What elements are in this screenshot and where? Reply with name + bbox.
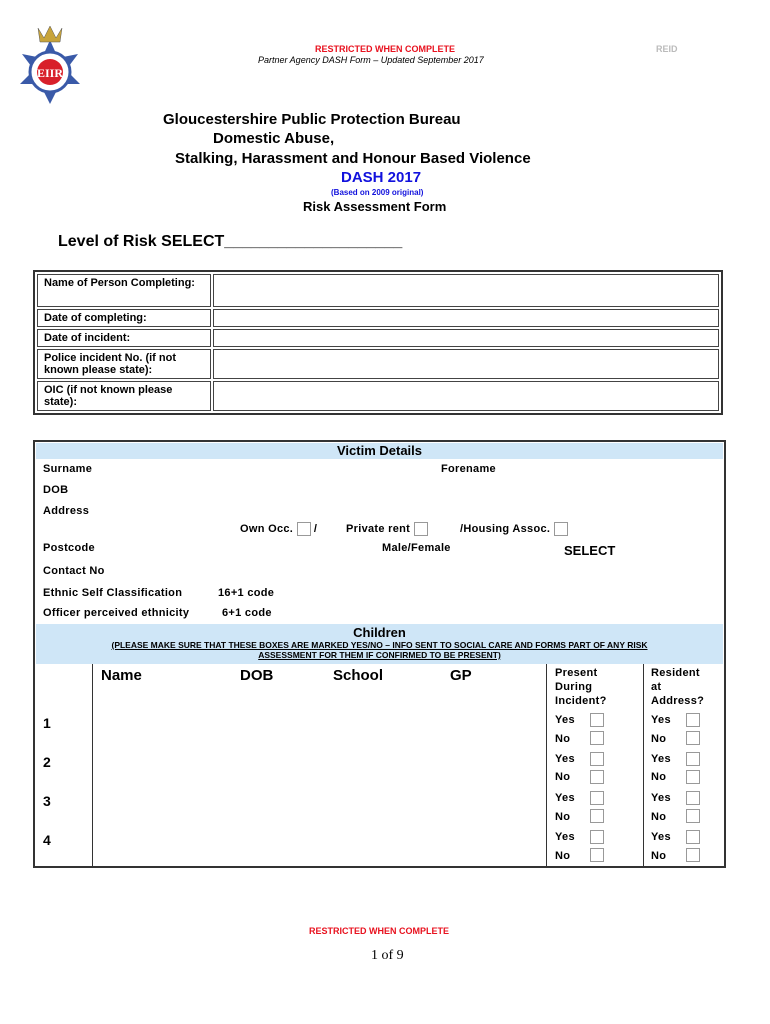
footer-restricted: RESTRICTED WHEN COMPLETE [309, 926, 450, 936]
header-restricted: RESTRICTED WHEN COMPLETE [315, 44, 456, 54]
children-title: Children [353, 625, 406, 640]
resident-no-label: No [651, 771, 667, 783]
resident-no-checkbox[interactable] [686, 848, 700, 862]
header-subtitle: Partner Agency DASH Form – Updated September 2017 [258, 55, 484, 65]
surname-label: Surname [43, 463, 93, 475]
info-label: OIC (if not known please state): [37, 381, 211, 411]
housing-assoc-label [460, 522, 568, 536]
present-yes-checkbox[interactable] [590, 830, 604, 844]
title-based-on: (Based on 2009 original) [331, 188, 424, 197]
children-grid-left [92, 664, 93, 867]
private-rent-text: Private rent [346, 522, 411, 535]
info-table [33, 270, 723, 415]
present-no-checkbox[interactable] [590, 809, 604, 823]
contact-label: Contact No [43, 565, 105, 577]
reid-label: REID [656, 44, 678, 54]
col-present-header: Present During Incident? [555, 667, 607, 707]
info-label: Police incident No. (if not known please state): [37, 349, 211, 379]
victim-title: Victim Details [336, 443, 423, 458]
col-school-header: School [333, 667, 384, 684]
address-label: Address [43, 505, 90, 517]
ethnic-label: Ethnic Self Classification [43, 587, 183, 599]
present-yes-checkbox[interactable] [590, 752, 604, 766]
col-name-header: Name [101, 667, 142, 684]
forename-label: Forename [441, 463, 496, 475]
resident-yes-checkbox[interactable] [686, 830, 700, 844]
present-no-label: No [555, 733, 571, 745]
title-risk-form: Risk Assessment Form [303, 199, 447, 214]
present-yes-checkbox[interactable] [590, 713, 604, 727]
crest-cipher: EIIR [36, 66, 64, 80]
dob-label: DOB [43, 484, 69, 496]
present-yes-label: Yes [555, 792, 575, 804]
present-no-checkbox[interactable] [590, 848, 604, 862]
title-bureau: Gloucestershire Public Protection Bureau [163, 111, 461, 128]
present-no-checkbox[interactable] [590, 731, 604, 745]
resident-yes-label: Yes [651, 792, 671, 804]
resident-no-checkbox[interactable] [686, 770, 700, 784]
children-notice-1: (PLEASE MAKE SURE THAT THESE BOXES ARE MARKED YES/NO – INFO SENT TO SOCIAL CARE AND FORMS PART OF ANY RISK [111, 640, 648, 650]
resident-no-label: No [651, 850, 667, 862]
info-label: Date of incident: [37, 329, 211, 347]
children-grid-present [546, 664, 547, 867]
col-dob-header: DOB [240, 667, 274, 684]
resident-yes-checkbox[interactable] [686, 791, 700, 805]
title-domestic-abuse: Domestic Abuse, [213, 130, 335, 147]
info-label: Date of completing: [37, 309, 211, 327]
officer-ethnicity-code[interactable]: 6+1 code [222, 607, 272, 619]
own-occ-checkbox[interactable] [297, 522, 311, 536]
info-value-field[interactable] [213, 349, 719, 379]
housing-assoc-checkbox[interactable] [554, 522, 568, 536]
info-value-field[interactable] [213, 381, 719, 411]
gender-select[interactable]: SELECT [564, 543, 616, 558]
resident-yes-label: Yes [651, 753, 671, 765]
officer-ethnicity-label: Officer perceived ethnicity [43, 607, 190, 619]
private-rent-checkbox[interactable] [414, 522, 428, 536]
police-crest-logo [10, 22, 90, 112]
present-yes-label: Yes [555, 753, 575, 765]
present-yes-checkbox[interactable] [590, 791, 604, 805]
title-stalking: Stalking, Harassment and Honour Based Violence [175, 150, 531, 167]
col-gp-header: GP [450, 667, 472, 684]
own-occ-slash: / [313, 522, 318, 535]
col-resident-header: Resident at Address? [651, 667, 705, 707]
present-no-label: No [555, 811, 571, 823]
info-value-field[interactable] [213, 274, 719, 307]
info-value-field[interactable] [213, 309, 719, 327]
resident-yes-label: Yes [651, 831, 671, 843]
child-row-number: 2 [43, 754, 51, 770]
private-rent-label [346, 522, 428, 536]
postcode-label: Postcode [43, 542, 95, 554]
present-yes-label: Yes [555, 714, 575, 726]
own-occ-label [240, 522, 317, 536]
child-row-number: 1 [43, 715, 51, 731]
info-value-field[interactable] [213, 329, 719, 347]
present-no-checkbox[interactable] [590, 770, 604, 784]
children-header [36, 624, 723, 664]
present-yes-label: Yes [555, 831, 575, 843]
present-no-label: No [555, 850, 571, 862]
children-grid-resident [643, 664, 644, 867]
resident-yes-label: Yes [651, 714, 671, 726]
info-label: Name of Person Completing: [37, 274, 211, 307]
child-row-number: 4 [43, 832, 51, 848]
page-number: 1 of 9 [371, 948, 404, 963]
own-occ-text: Own Occ. [240, 522, 294, 535]
present-no-label: No [555, 771, 571, 783]
child-row-number: 3 [43, 793, 51, 809]
resident-yes-checkbox[interactable] [686, 713, 700, 727]
resident-no-checkbox[interactable] [686, 731, 700, 745]
resident-yes-checkbox[interactable] [686, 752, 700, 766]
resident-no-label: No [651, 811, 667, 823]
level-of-risk[interactable]: Level of Risk SELECT____________________ [58, 233, 403, 250]
title-dash: DASH 2017 [341, 169, 422, 186]
children-notice-2: ASSESSMENT FOR THEM IF CONFIRMED TO BE PRESENT) [258, 650, 501, 660]
ethnic-code[interactable]: 16+1 code [218, 587, 275, 599]
victim-header [36, 443, 723, 459]
resident-no-label: No [651, 733, 667, 745]
gender-label: Male/Female [382, 542, 451, 554]
resident-no-checkbox[interactable] [686, 809, 700, 823]
housing-assoc-text: /Housing Assoc. [460, 522, 551, 535]
